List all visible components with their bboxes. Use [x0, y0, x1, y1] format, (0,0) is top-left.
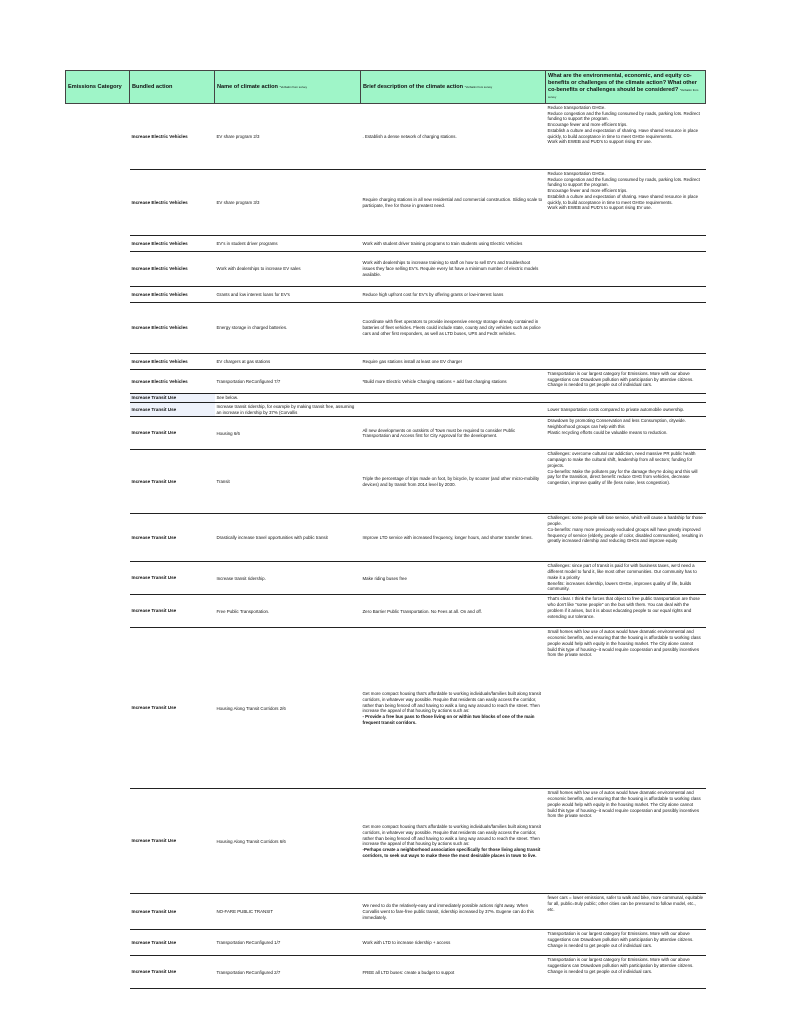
bundled-action-cell: Increase Transit Use — [130, 514, 215, 562]
action-name-cell: Drastically increase travel opportunities with public transit — [215, 514, 361, 562]
description-cell — [361, 930, 546, 956]
cobenefits-cell: Transportation is our largest category for Emissions. More with our above suggestions can Drawdown pollution with participation by attentive citizens. Change is needed to get people out of individual cars. — [546, 930, 706, 956]
category-cell — [66, 562, 130, 595]
description-cell — [361, 894, 546, 930]
bundled-action-cell: Increase Electric Vehicles — [130, 287, 215, 303]
category-cell — [66, 394, 130, 403]
description-text: Work with LTD to increase ridership + access — [362, 940, 451, 946]
category-cell — [66, 370, 130, 394]
bundled-action-cell: Increase Electric Vehicles — [130, 303, 215, 354]
cobenefits-cell: Transportation is our largest category for Emissions. More with our above suggestions can Drawdown pollution with participation by attentive citizens. Change is needed to get people out of individual cars. — [546, 956, 706, 989]
header-action-name: Name of climate action *Verbatim from survey — [215, 71, 361, 104]
bundled-action-cell: Increase Electric Vehicles — [130, 370, 215, 394]
description-text: Improve LTD service with increased frequency, longer hours, and shorter transfer times. — [362, 535, 533, 541]
bundled-action-cell: Increase Transit Use — [130, 402, 215, 416]
description-cell — [361, 595, 546, 628]
cobenefits-cell — [546, 354, 706, 370]
description-cell — [361, 402, 546, 416]
category-cell — [66, 236, 130, 252]
header-description-note: *Verbatim from survey — [464, 84, 493, 89]
cobenefits-cell: Challenges: overcome cultural car addiction, need massive PR public health campaign to make the cultural shift, leadership from all sectors; funding for projects. Co-benefits: Make the polluters pay for the damage they're doing and this will pay for the transition, direct benefit: reduce GHG from vehicles, decrease congestion, improve quality of life (less noise, less congestion). — [546, 450, 706, 514]
description-text: Require gas stations install at least one EV charger — [362, 358, 463, 364]
action-name-cell: Grants and low interest loans for EV's — [215, 287, 361, 303]
header-row — [66, 71, 706, 104]
category-cell — [66, 252, 130, 287]
header-cobenefits: What are the environmental, economic, and equity co-benefits or challenges of the climate action? What other co-benefits or challenges should be considered? *Verbatim from survey — [546, 71, 706, 104]
description-cell — [361, 303, 546, 354]
action-name-cell: EV share program 3/3 — [215, 170, 361, 236]
table-row — [66, 394, 706, 403]
cobenefits-cell: Challenges: some people will lose service, which will cause a hardship for those people. Co-benefits: many more previously excluded groups will have greatly improved frequency of service (elderly, people of color, disabled communities), resulting in greatly increased ridership and reducing GHGs and improve equity — [546, 514, 706, 562]
bundled-action-cell: Increase Transit Use — [130, 417, 215, 450]
header-cobenefits-note: *Verbatim from survey — [548, 88, 699, 99]
action-name-cell: See below. — [215, 394, 361, 403]
description-cell — [361, 354, 546, 370]
table-row — [66, 956, 706, 989]
header-description: Brief description of the climate action *Verbatim from survey — [361, 71, 546, 104]
bundled-action-cell: Increase Electric Vehicles — [130, 252, 215, 287]
action-name-cell: Increase transit ridership. — [215, 562, 361, 595]
cobenefits-cell: Small homes with low use of autos would have dramatic environmental and economic benefits, and ensuring that the housing is affordable to working class people would help with equity in the housing market. The City alone cannot build this type of housing--it would require cooperation and possibly incentives from the private sector. — [546, 789, 706, 894]
header-name-note: *Verbatim from survey — [279, 84, 308, 89]
description-text: Require charging stations in all new residential and commercial construction. Sliding scale to participate, free for those in greatest need. — [362, 196, 543, 208]
description-text: Coordinate with fleet operators to provide inexpensive energy storage already contained in batteries of fleet vehicles. Fleets could include state, county and city vehicles such as police cars and other first responders, as well as LTD buses, UPS and FedX vehicles. — [362, 319, 541, 336]
action-name-cell: Housing 6/6 — [215, 417, 361, 450]
category-cell — [66, 287, 130, 303]
cobenefits-cell: Small homes with low use of autos would have dramatic environmental and economic benefits, and ensuring that the housing is affordable to working class people would help with equity in the housing market. The City alone cannot build this type of housing--it would require cooperation and possibly incentives from the private sector. — [546, 628, 706, 789]
description-text: Get more compact housing that's affordable to working individuals/families built along transit corridors, in whatever way possible. Require that residents can easily access the corridor, rather than being fenced off and having to walk a long way around to reach the street. Then increase the appeal of that housing by actions such as: — [362, 824, 541, 847]
table-row — [66, 354, 706, 370]
description-text: Triple the percentage of trips made on foot, by bicycle, by scooter (and other micro-mobility devices) and by transit from 2014 level by 2030. — [362, 476, 540, 487]
description-cell — [361, 236, 546, 252]
climate-actions-table — [65, 70, 706, 989]
description-text: . Establish a dense network of charging stations. — [362, 133, 457, 139]
category-cell — [66, 930, 130, 956]
cobenefits-cell: Reduce transportation GHGe. Reduce congestion and the funding consumed by roads, parking lots. Redirect funding to support the program. Encourage fewer and more efficient trips. Establish a culture and expectation of sharing. Have shared resource in place quickly, to build acceptance in time to meet GHGe requirements. Work with EWEB and PUD's to support rising EV use. — [546, 170, 706, 236]
table-row — [66, 894, 706, 930]
action-name-cell: Transportation ReConfigured 7/7 — [215, 370, 361, 394]
table-row — [66, 170, 706, 236]
action-name-cell: EV share program 2/3 — [215, 104, 361, 170]
table-row — [66, 104, 706, 170]
description-cell — [361, 170, 546, 236]
action-name-cell: Housing Along Transit Corridors 2/6 — [215, 628, 361, 789]
category-cell — [66, 170, 130, 236]
category-cell — [66, 104, 130, 170]
cobenefits-cell — [546, 252, 706, 287]
action-name-cell: Energy storage in charged batteries. — [215, 303, 361, 354]
action-name-cell: Transportation ReConfigured 1/7 — [215, 930, 361, 956]
bundled-action-cell: Increase Transit Use — [130, 628, 215, 789]
bundled-action-cell: Increase Transit Use — [130, 930, 215, 956]
description-text: All new developments on outskirts of Town must be required to consider Public Transportation and Access first for City Approval for the development. — [362, 427, 516, 439]
category-cell — [66, 417, 130, 450]
bundled-action-cell: Increase Transit Use — [130, 595, 215, 628]
category-cell — [66, 789, 130, 894]
table-row — [66, 303, 706, 354]
table-row — [66, 450, 706, 514]
bundled-action-cell: Increase Electric Vehicles — [130, 170, 215, 236]
bundled-action-cell: Increase Transit Use — [130, 894, 215, 930]
description-cell — [361, 789, 546, 894]
description-text: We need to do the relatively-easy and immediately possible actions right away. When Corvallis went to fare-free public transit, ridership increased by 37%. Eugene can do this immediately. — [362, 903, 534, 920]
bundled-action-cell: Increase Transit Use — [130, 956, 215, 989]
cobenefits-cell — [546, 303, 706, 354]
table-row — [66, 789, 706, 894]
table-row — [66, 562, 706, 595]
category-cell — [66, 956, 130, 989]
description-emphasis: -Perhaps create a neighborhood association specifically for those living along transit corridors, to seek out ways to make these the most desirable places in town to live. — [362, 847, 541, 858]
description-cell — [361, 287, 546, 303]
bundled-action-cell: Increase Transit Use — [130, 394, 215, 403]
description-cell — [361, 514, 546, 562]
table-row — [66, 287, 706, 303]
description-cell — [361, 450, 546, 514]
header-category: Emissions Category — [66, 71, 130, 104]
description-text: Work with dealerships to increase training to staff on how to sell EV's and troubleshoot issues they face selling EV's. Require every lot have a minimum number of electric models available. — [362, 260, 539, 277]
action-name-cell: NO-FARE PUBLIC TRANSIT — [215, 894, 361, 930]
category-cell — [66, 628, 130, 789]
description-cell — [361, 628, 546, 789]
description-cell — [361, 104, 546, 170]
description-text: Make riding buses free — [362, 575, 407, 581]
bundled-action-cell: Increase Electric Vehicles — [130, 236, 215, 252]
action-name-cell: EV chargers at gas stations — [215, 354, 361, 370]
description-cell — [361, 394, 546, 403]
category-cell — [66, 303, 130, 354]
cobenefits-cell: Lower transportation costs compared to private automobile ownership. — [546, 402, 706, 416]
cobenefits-cell: Drawdown by promoting Conservation and less Consumption, citywide. Neighborhood groups can help with this Plastic recycling efforts could be valuable means to reduction. — [546, 417, 706, 450]
category-cell — [66, 402, 130, 416]
category-cell — [66, 894, 130, 930]
cobenefits-cell: fewer cars = lower emissions, safer to walk and bike, more communal, equitable for all, public=truly public; other cities can be pressured to follow model, etc., etc. — [546, 894, 706, 930]
table-row — [66, 252, 706, 287]
table-row — [66, 930, 706, 956]
action-name-cell: Housing Along Transit Corridors 6/6 — [215, 789, 361, 894]
cobenefits-cell — [546, 236, 706, 252]
bundled-action-cell: Increase Electric Vehicles — [130, 354, 215, 370]
table-row — [66, 370, 706, 394]
bundled-action-cell: Increase Electric Vehicles — [130, 104, 215, 170]
description-cell — [361, 417, 546, 450]
spreadsheet — [65, 70, 705, 989]
table-row — [66, 417, 706, 450]
description-cell — [361, 956, 546, 989]
action-name-cell: Transportation ReConfigured 2/7 — [215, 956, 361, 989]
cobenefits-cell: Transportation is our largest category for Emissions. More with our above suggestions can Drawdown pollution with participation by attentive citizens. Change is needed to get people out of individual cars. — [546, 370, 706, 394]
cobenefits-cell: Challenges: since part of transit is paid for with business taxes, we'd need a different model to fund it, like most other communities. Our community has to make it a priority Benefits: increases ridership, lowers GHGe, improves quality of life, builds community. — [546, 562, 706, 595]
table-row — [66, 236, 706, 252]
description-text: Zero Barrier Public Transportation. No Fees at all. On and off. — [362, 608, 482, 614]
table-row — [66, 628, 706, 789]
category-cell — [66, 354, 130, 370]
bundled-action-cell: Increase Transit Use — [130, 789, 215, 894]
description-cell — [361, 370, 546, 394]
table-row — [66, 514, 706, 562]
description-text: Reduce high upfront cost for EV's by offering grants or low-interest loans — [362, 291, 504, 297]
table-row — [66, 402, 706, 416]
bundled-action-cell: Increase Transit Use — [130, 562, 215, 595]
cobenefits-cell — [546, 394, 706, 403]
description-emphasis: - Provide a free bus pass to those living on or within two blocks of one of the main frequent transit corridors. — [362, 714, 535, 725]
action-name-cell: Free Public Transportation. — [215, 595, 361, 628]
description-cell — [361, 562, 546, 595]
description-text: *Build more Electric Vehicle Charging stations + add fast charging stations — [362, 378, 507, 384]
category-cell — [66, 450, 130, 514]
description-cell — [361, 252, 546, 287]
cobenefits-cell: Reduce transportation GHGe. Reduce congestion and the funding consumed by roads, parking lots. Redirect funding to support the program. Encourage fewer and more efficient trips. Establish a culture and expectation of sharing. Have shared resource in place quickly, to build acceptance in time to meet GHGe requirements. Work with EWEB and PUD's to support rising EV use. — [546, 104, 706, 170]
header-bundled-action: Bundled action — [130, 71, 215, 104]
action-name-cell: Increase transit ridership, for example by making transit free, assuming an increase in ridership by 37% (Corvallis — [215, 402, 361, 416]
table-row — [66, 595, 706, 628]
cobenefits-cell — [546, 287, 706, 303]
action-name-cell: Transit — [215, 450, 361, 514]
bundled-action-cell: Increase Transit Use — [130, 450, 215, 514]
category-cell — [66, 595, 130, 628]
description-text: Get more compact housing that's affordable to working individuals/families built along transit corridors, in whatever way possible. Require that residents can easily access the corridor, rather than being fenced off and having to walk a long way around to reach the street. Then increase the appeal of that housing by actions such as: — [362, 691, 541, 714]
description-text: Work with student driver training programs to train students using Electric Vehicles — [362, 240, 523, 246]
action-name-cell: EV's in student driver programs — [215, 236, 361, 252]
cobenefits-cell: That's clear. I think the forces that object to free public transportation are those who don't like "some people" on the bus with them. You can deal with the problem if it arises, but it is about educating people to our equal rights and extending our tolerance. — [546, 595, 706, 628]
category-cell — [66, 514, 130, 562]
action-name-cell: Work with dealerships to increase EV sales — [215, 252, 361, 287]
description-text: FREE all LTD buses: create a budget to suppot — [362, 969, 455, 975]
